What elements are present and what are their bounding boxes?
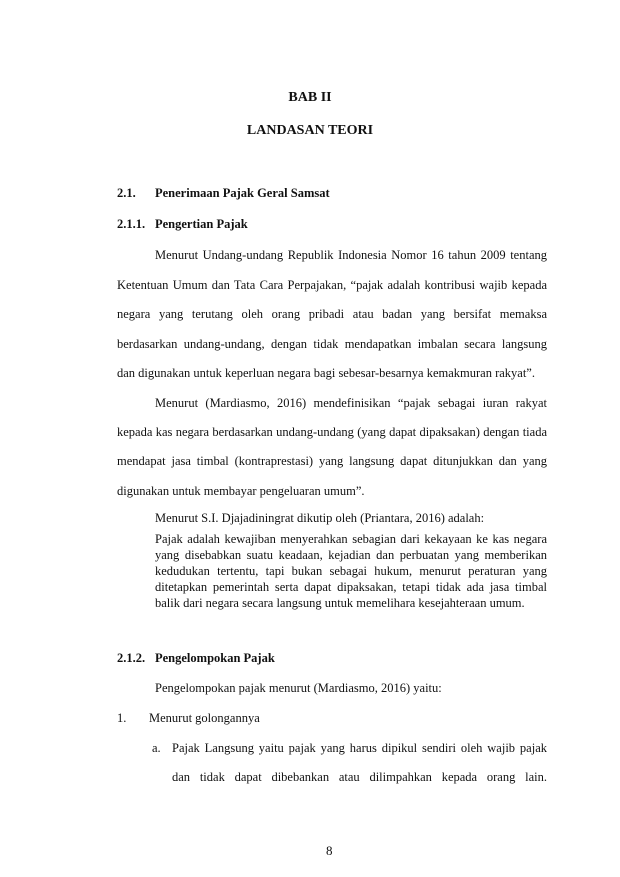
block-quote-line-1: Pajak adalah kewajiban menyerahkan sebagian dari kekayaan ke kas negara bbox=[155, 532, 547, 546]
sub-item-a-line-2: dan tidak dapat dibebankan atau dilimpahkan kepada orang lain. bbox=[172, 770, 547, 784]
subsection-1-number: 2.1.1. bbox=[117, 217, 146, 231]
subsection-1-title: Pengertian Pajak bbox=[155, 217, 248, 231]
page-number: 8 bbox=[326, 843, 333, 858]
paragraph-1-line-2: Ketentuan Umum dan Tata Cara Perpajakan, “pajak adalah kontribusi wajib kepada bbox=[117, 278, 547, 292]
paragraph-1-line-4: berdasarkan undang-undang, dengan tidak mendapatkan imbalan secara langsung bbox=[117, 337, 547, 351]
sub-item-a-line-1: Pajak Langsung yaitu pajak yang harus dipikul sendiri oleh wajib pajak bbox=[172, 741, 547, 755]
paragraph-2-line-2: kepada kas negara berdasarkan undang-undang (yang dapat dipaksakan) dengan tiada bbox=[117, 425, 547, 439]
paragraph-2-line-3: mendapat jasa timbal (kontraprestasi) yang langsung dapat ditunjukkan dan yang bbox=[117, 454, 547, 468]
quote-intro: Menurut S.I. Djajadiningrat dikutip oleh (Priantara, 2016) adalah: bbox=[155, 511, 485, 525]
block-quote-line-2: yang disebabkan suatu keadaan, kejadian dan perbuatan yang memberikan bbox=[155, 548, 547, 562]
section-title: Penerimaan Pajak Geral Samsat bbox=[155, 186, 330, 200]
sub-item-a-letter: a. bbox=[152, 741, 161, 755]
paragraph-1-line-1: Menurut Undang-undang Republik Indonesia Nomor 16 tahun 2009 tentang bbox=[155, 248, 547, 262]
chapter-title: LANDASAN TEORI bbox=[246, 123, 374, 138]
paragraph-1-line-5: dan digunakan untuk keperluan negara bagi sebesar-besarnya kemakmuran rakyat”. bbox=[117, 366, 535, 380]
paragraph-2-line-1: Menurut (Mardiasmo, 2016) mendefinisikan “pajak sebagai iuran rakyat bbox=[155, 396, 547, 410]
subsection-2-title: Pengelompokan Pajak bbox=[155, 651, 275, 665]
block-quote-line-5: balik dari negara secara langsung untuk memelihara kesejahteraan umum. bbox=[155, 596, 525, 610]
block-quote-line-3: kedudukan tertentu, tapi bukan sebagai hukum, menurut peraturan yang bbox=[155, 564, 547, 578]
block-quote-line-4: ditetapkan pemerintah serta dapat dipaksakan, tetapi tidak ada jasa timbal bbox=[155, 580, 547, 594]
subsection-2-intro: Pengelompokan pajak menurut (Mardiasmo, 2016) yaitu: bbox=[155, 681, 442, 695]
paragraph-2-line-4: digunakan untuk membayar pengeluaran umum”. bbox=[117, 484, 365, 498]
subsection-2-number: 2.1.2. bbox=[117, 651, 146, 665]
paragraph-1-line-3: negara yang terutang oleh orang pribadi atau badan yang bersifat memaksa bbox=[117, 307, 547, 321]
list-item-1-text: Menurut golongannya bbox=[149, 711, 260, 725]
section-number: 2.1. bbox=[117, 186, 136, 200]
list-item-1-number: 1. bbox=[117, 711, 127, 725]
chapter-label: BAB II bbox=[288, 90, 332, 105]
